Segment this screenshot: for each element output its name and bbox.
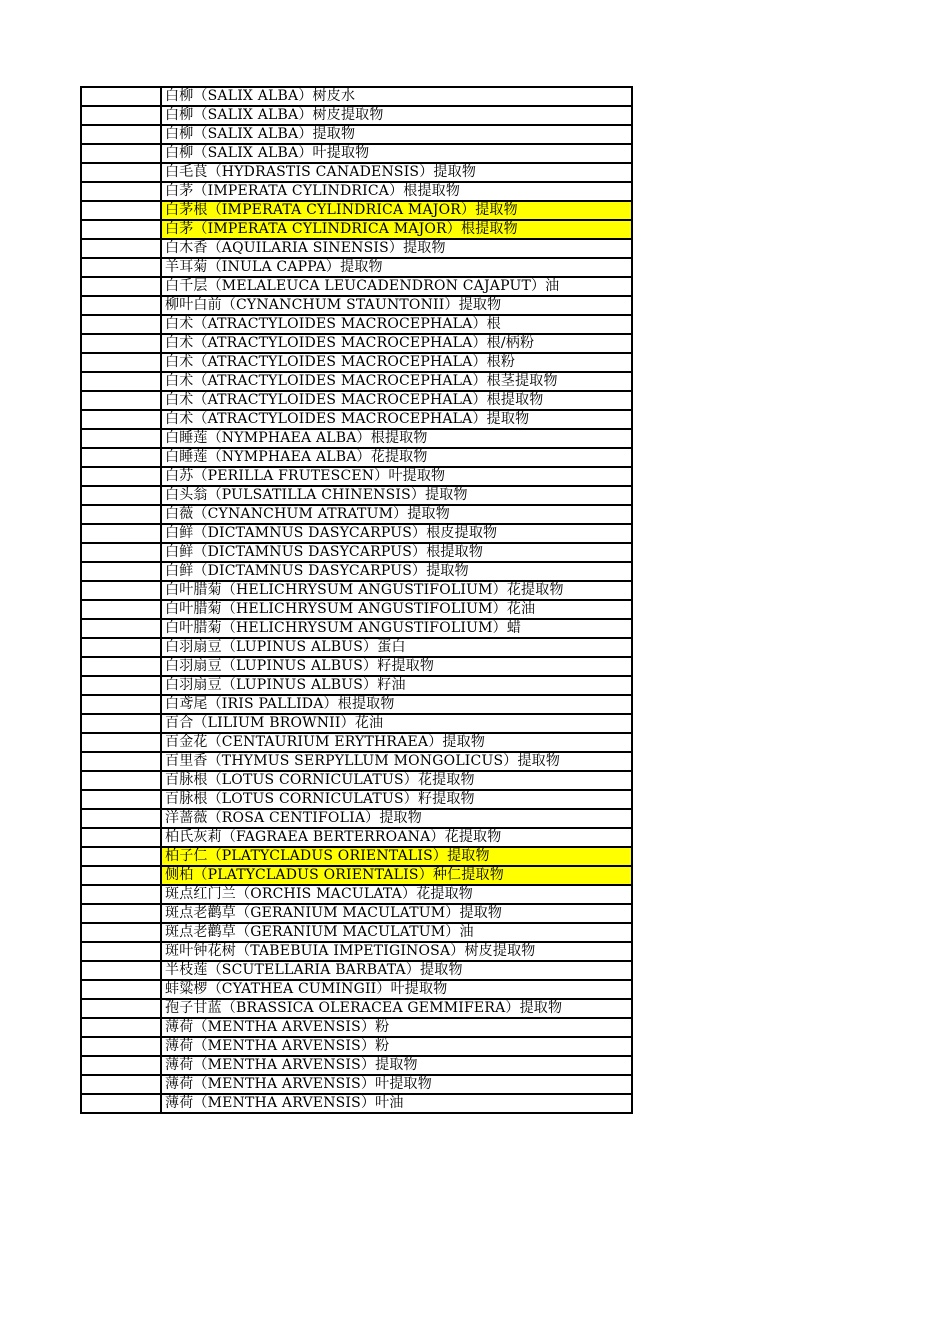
cell-column-a[interactable] — [81, 790, 161, 809]
table-row — [81, 847, 632, 866]
cell-column-a[interactable] — [81, 277, 161, 296]
cell-ingredient-name[interactable]: 薄荷（MENTHA ARVENSIS）提取物 — [161, 1056, 632, 1075]
table-row — [81, 1037, 632, 1056]
table-row — [81, 220, 632, 239]
cell-column-a[interactable] — [81, 942, 161, 961]
cell-ingredient-name[interactable]: 斑点红门兰（ORCHIS MACULATA）花提取物 — [161, 885, 632, 904]
cell-ingredient-name[interactable]: 白柳（SALIX ALBA）树皮提取物 — [161, 106, 632, 125]
table-row — [81, 505, 632, 524]
cell-ingredient-name[interactable]: 半枝莲（SCUTELLARIA BARBATA）提取物 — [161, 961, 632, 980]
cell-column-a[interactable] — [81, 923, 161, 942]
cell-column-a[interactable] — [81, 106, 161, 125]
table-row — [81, 923, 632, 942]
table-row — [81, 163, 632, 182]
cell-ingredient-name[interactable]: 白叶腊菊（HELICHRYSUM ANGUSTIFOLIUM）花提取物 — [161, 581, 632, 600]
cell-ingredient-name[interactable]: 白羽扇豆（LUPINUS ALBUS）籽提取物 — [161, 657, 632, 676]
table-row — [81, 961, 632, 980]
cell-column-a[interactable] — [81, 258, 161, 277]
cell-column-a[interactable] — [81, 562, 161, 581]
table-row — [81, 1056, 632, 1075]
cell-ingredient-name[interactable]: 白叶腊菊（HELICHRYSUM ANGUSTIFOLIUM）蜡 — [161, 619, 632, 638]
table-row — [81, 866, 632, 885]
cell-ingredient-name[interactable]: 白术（ATRACTYLOIDES MACROCEPHALA）根提取物 — [161, 391, 632, 410]
cell-column-a[interactable] — [81, 125, 161, 144]
cell-column-a[interactable] — [81, 733, 161, 752]
table-row — [81, 999, 632, 1018]
cell-ingredient-name[interactable]: 柏氏灰莉（FAGRAEA BERTERROANA）花提取物 — [161, 828, 632, 847]
cell-column-a[interactable] — [81, 1037, 161, 1056]
cell-ingredient-name[interactable]: 斑点老鹳草（GERANIUM MACULATUM）提取物 — [161, 904, 632, 923]
cell-ingredient-name[interactable]: 蚌粱椤（CYATHEA CUMINGII）叶提取物 — [161, 980, 632, 999]
cell-ingredient-name[interactable]: 白鲜（DICTAMNUS DASYCARPUS）根提取物 — [161, 543, 632, 562]
cell-ingredient-name[interactable]: 白茅（IMPERATA CYLINDRICA）根提取物 — [161, 182, 632, 201]
cell-ingredient-name[interactable]: 白睡莲（NYMPHAEA ALBA）根提取物 — [161, 429, 632, 448]
cell-ingredient-name[interactable]: 白鸢尾（IRIS PALLIDA）根提取物 — [161, 695, 632, 714]
table-row — [81, 258, 632, 277]
cell-column-a[interactable] — [81, 505, 161, 524]
cell-ingredient-name[interactable]: 白头翁（PULSATILLA CHINENSIS）提取物 — [161, 486, 632, 505]
table-row — [81, 733, 632, 752]
cell-ingredient-name[interactable]: 白睡莲（NYMPHAEA ALBA）花提取物 — [161, 448, 632, 467]
cell-column-a[interactable] — [81, 999, 161, 1018]
cell-ingredient-name[interactable]: 白术（ATRACTYLOIDES MACROCEPHALA）根 — [161, 315, 632, 334]
cell-ingredient-name[interactable]: 百金花（CENTAURIUM ERYTHRAEA）提取物 — [161, 733, 632, 752]
table-row — [81, 429, 632, 448]
table-row — [81, 809, 632, 828]
cell-column-a[interactable] — [81, 904, 161, 923]
cell-column-a[interactable] — [81, 809, 161, 828]
cell-ingredient-name[interactable]: 孢子甘蓝（BRASSICA OLERACEA GEMMIFERA）提取物 — [161, 999, 632, 1018]
cell-ingredient-name[interactable]: 白薇（CYNANCHUM ATRATUM）提取物 — [161, 505, 632, 524]
table-row — [81, 942, 632, 961]
cell-ingredient-name[interactable]: 斑叶钟花树（TABEBUIA IMPETIGINOSA）树皮提取物 — [161, 942, 632, 961]
cell-column-a[interactable] — [81, 619, 161, 638]
cell-column-a[interactable] — [81, 448, 161, 467]
cell-column-a[interactable] — [81, 714, 161, 733]
cell-ingredient-name[interactable]: 白柳（SALIX ALBA）提取物 — [161, 125, 632, 144]
cell-column-a[interactable] — [81, 334, 161, 353]
cell-ingredient-name[interactable]: 白千层（MELALEUCA LEUCADENDRON CAJAPUT）油 — [161, 277, 632, 296]
table-row — [81, 448, 632, 467]
table-row — [81, 1094, 632, 1113]
table-row — [81, 980, 632, 999]
table-row — [81, 771, 632, 790]
cell-ingredient-name[interactable]: 白毛茛（HYDRASTIS CANADENSIS）提取物 — [161, 163, 632, 182]
table-row — [81, 790, 632, 809]
table-row — [81, 1075, 632, 1094]
cell-ingredient-name[interactable]: 白鲜（DICTAMNUS DASYCARPUS）根皮提取物 — [161, 524, 632, 543]
cell-column-a[interactable] — [81, 961, 161, 980]
cell-column-a[interactable] — [81, 581, 161, 600]
table-row — [81, 638, 632, 657]
cell-ingredient-name[interactable]: 白苏（PERILLA FRUTESCEN）叶提取物 — [161, 467, 632, 486]
cell-column-a[interactable] — [81, 372, 161, 391]
table-row — [81, 486, 632, 505]
cell-column-a[interactable] — [81, 239, 161, 258]
cell-ingredient-name[interactable]: 百合（LILIUM BROWNII）花油 — [161, 714, 632, 733]
table-row — [81, 410, 632, 429]
cell-ingredient-name[interactable]: 柳叶白前（CYNANCHUM STAUNTONII）提取物 — [161, 296, 632, 315]
cell-column-a[interactable] — [81, 296, 161, 315]
cell-ingredient-name[interactable]: 羊耳菊（INULA CAPPA）提取物 — [161, 258, 632, 277]
cell-column-a[interactable] — [81, 543, 161, 562]
cell-ingredient-name[interactable]: 薄荷（MENTHA ARVENSIS）粉 — [161, 1018, 632, 1037]
cell-column-a[interactable] — [81, 771, 161, 790]
cell-ingredient-name-highlighted[interactable]: 侧柏（PLATYCLADUS ORIENTALIS）种仁提取物 — [161, 866, 632, 885]
cell-ingredient-name[interactable]: 白术（ATRACTYLOIDES MACROCEPHALA）提取物 — [161, 410, 632, 429]
table-row — [81, 543, 632, 562]
cell-column-a[interactable] — [81, 315, 161, 334]
cell-column-a[interactable] — [81, 353, 161, 372]
table-row — [81, 144, 632, 163]
cell-ingredient-name[interactable]: 百脉根（LOTUS CORNICULATUS）籽提取物 — [161, 790, 632, 809]
table-row — [81, 676, 632, 695]
cell-column-a[interactable] — [81, 87, 161, 106]
cell-column-a[interactable] — [81, 486, 161, 505]
cell-column-a[interactable] — [81, 524, 161, 543]
cell-column-a[interactable] — [81, 828, 161, 847]
table-row — [81, 695, 632, 714]
cell-ingredient-name[interactable]: 薄荷（MENTHA ARVENSIS）粉 — [161, 1037, 632, 1056]
table-row — [81, 277, 632, 296]
cell-ingredient-name[interactable]: 薄荷（MENTHA ARVENSIS）叶油 — [161, 1094, 632, 1113]
table-row — [81, 353, 632, 372]
table-row — [81, 391, 632, 410]
cell-column-a[interactable] — [81, 467, 161, 486]
cell-ingredient-name[interactable]: 白木香（AQUILARIA SINENSIS）提取物 — [161, 239, 632, 258]
cell-ingredient-name[interactable]: 白柳（SALIX ALBA）叶提取物 — [161, 144, 632, 163]
table-row — [81, 372, 632, 391]
ingredient-table — [80, 86, 633, 1114]
table-row — [81, 657, 632, 676]
cell-column-a[interactable] — [81, 752, 161, 771]
table-row — [81, 524, 632, 543]
cell-column-a[interactable] — [81, 163, 161, 182]
cell-column-a[interactable] — [81, 1075, 161, 1094]
table-row — [81, 562, 632, 581]
cell-ingredient-name[interactable]: 白术（ATRACTYLOIDES MACROCEPHALA）根粉 — [161, 353, 632, 372]
cell-column-a[interactable] — [81, 1094, 161, 1113]
cell-column-a[interactable] — [81, 885, 161, 904]
table-row — [81, 296, 632, 315]
cell-column-a[interactable] — [81, 980, 161, 999]
table-row — [81, 467, 632, 486]
cell-column-a[interactable] — [81, 866, 161, 885]
table-row — [81, 714, 632, 733]
table-row — [81, 334, 632, 353]
cell-column-a[interactable] — [81, 676, 161, 695]
cell-column-a[interactable] — [81, 182, 161, 201]
cell-ingredient-name[interactable]: 白鲜（DICTAMNUS DASYCARPUS）提取物 — [161, 562, 632, 581]
cell-column-a[interactable] — [81, 638, 161, 657]
table-row — [81, 239, 632, 258]
cell-ingredient-name[interactable]: 白叶腊菊（HELICHRYSUM ANGUSTIFOLIUM）花油 — [161, 600, 632, 619]
table-row — [81, 581, 632, 600]
table-row — [81, 828, 632, 847]
cell-column-a[interactable] — [81, 847, 161, 866]
cell-ingredient-name[interactable]: 百里香（THYMUS SERPYLLUM MONGOLICUS）提取物 — [161, 752, 632, 771]
cell-column-a[interactable] — [81, 201, 161, 220]
table-row — [81, 87, 632, 106]
cell-ingredient-name[interactable]: 白羽扇豆（LUPINUS ALBUS）籽油 — [161, 676, 632, 695]
cell-column-a[interactable] — [81, 391, 161, 410]
table-row — [81, 201, 632, 220]
cell-ingredient-name[interactable]: 斑点老鹳草（GERANIUM MACULATUM）油 — [161, 923, 632, 942]
table-row — [81, 619, 632, 638]
table-row — [81, 1018, 632, 1037]
cell-ingredient-name[interactable]: 白羽扇豆（LUPINUS ALBUS）蛋白 — [161, 638, 632, 657]
cell-ingredient-name-highlighted[interactable]: 白茅（IMPERATA CYLINDRICA MAJOR）根提取物 — [161, 220, 632, 239]
cell-ingredient-name[interactable]: 薄荷（MENTHA ARVENSIS）叶提取物 — [161, 1075, 632, 1094]
cell-column-a[interactable] — [81, 657, 161, 676]
cell-column-a[interactable] — [81, 1018, 161, 1037]
cell-column-a[interactable] — [81, 600, 161, 619]
cell-ingredient-name[interactable]: 白术（ATRACTYLOIDES MACROCEPHALA）根/柄粉 — [161, 334, 632, 353]
table-row — [81, 182, 632, 201]
cell-ingredient-name-highlighted[interactable]: 白茅根（IMPERATA CYLINDRICA MAJOR）提取物 — [161, 201, 632, 220]
ingredient-table-body — [81, 87, 632, 1113]
cell-ingredient-name-highlighted[interactable]: 柏子仁（PLATYCLADUS ORIENTALIS）提取物 — [161, 847, 632, 866]
table-row — [81, 106, 632, 125]
table-row — [81, 904, 632, 923]
cell-column-a[interactable] — [81, 1056, 161, 1075]
table-row — [81, 315, 632, 334]
cell-column-a[interactable] — [81, 695, 161, 714]
table-row — [81, 752, 632, 771]
table-row — [81, 885, 632, 904]
cell-ingredient-name[interactable]: 白柳（SALIX ALBA）树皮水 — [161, 87, 632, 106]
cell-column-a[interactable] — [81, 220, 161, 239]
cell-ingredient-name[interactable]: 洋蔷薇（ROSA CENTIFOLIA）提取物 — [161, 809, 632, 828]
cell-column-a[interactable] — [81, 144, 161, 163]
cell-column-a[interactable] — [81, 410, 161, 429]
table-row — [81, 600, 632, 619]
table-row — [81, 125, 632, 144]
cell-column-a[interactable] — [81, 429, 161, 448]
cell-ingredient-name[interactable]: 白术（ATRACTYLOIDES MACROCEPHALA）根茎提取物 — [161, 372, 632, 391]
cell-ingredient-name[interactable]: 百脉根（LOTUS CORNICULATUS）花提取物 — [161, 771, 632, 790]
